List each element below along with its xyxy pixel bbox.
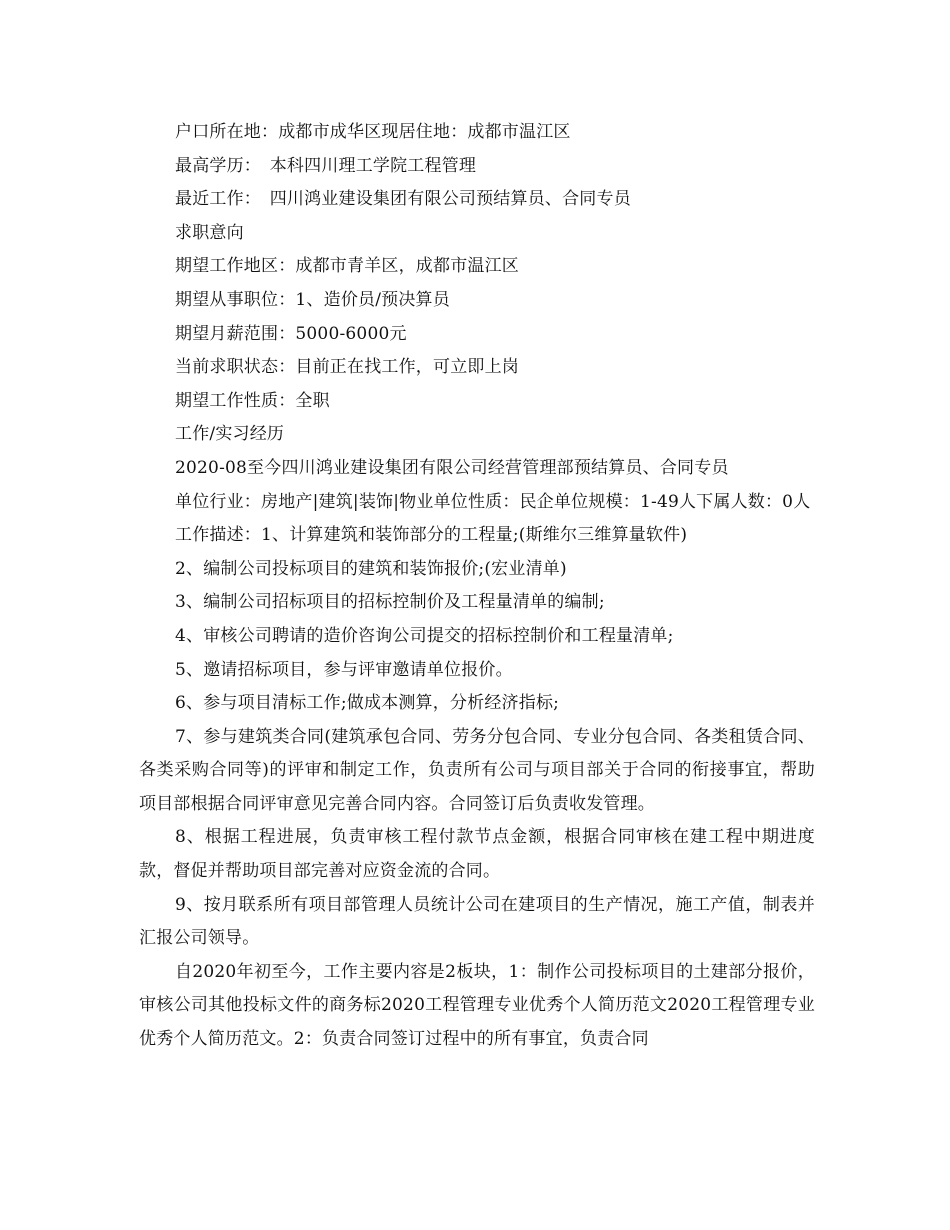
paragraph-job-type: 期望工作性质：全职 bbox=[175, 390, 330, 411]
paragraph-hukou: 户口所在地：成都市成华区现居住地：成都市温江区 bbox=[175, 122, 571, 142]
paragraph-employment-entry: 2020-08至今四川鸿业建设集团有限公司经营管理部预结算员、合同专员 bbox=[175, 457, 729, 478]
paragraph-recent-job: 最近工作： 四川鸿业建设集团有限公司预结算员、合同专员 bbox=[175, 189, 631, 210]
section-heading-work-experience: 工作/实习经历 bbox=[175, 424, 285, 445]
paragraph-duty-9: 9、按月联系所有项目部管理人员统计公司在建项目的生产情况，施工产值，制表并汇报公司领导。 bbox=[139, 894, 815, 949]
paragraph-expected-salary: 期望月薪范围：5000-6000元 bbox=[175, 323, 407, 344]
paragraph-duty-8: 8、根据工程进展，负责审核工程付款节点金额，根据合同审核在建工程中期进度款，督促并帮助项目部完善对应资金流的合同。 bbox=[139, 827, 815, 882]
paragraph-job-status: 当前求职状态：目前正在找工作，可立即上岗 bbox=[175, 357, 519, 378]
paragraph-summary: 自2020年初至今，工作主要内容是2板块，1：制作公司投标项目的土建部分报价，审核公司其他投标文件的商务标2020工程管理专业优秀个人简历范文2020工程管理专业优秀个人简历范文。2：负责合同签订过程中的所有事宜，负责合同 bbox=[139, 961, 815, 1050]
paragraph-duty-4: 4、审核公司聘请的造价咨询公司提交的招标控制价和工程量清单; bbox=[175, 625, 674, 646]
document-body bbox=[139, 116, 815, 1057]
paragraph-duty-2: 2、编制公司投标项目的建筑和装饰报价;(宏业清单) bbox=[175, 558, 567, 579]
paragraph-duty-5: 5、邀请招标项目，参与评审邀请单位报价。 bbox=[175, 659, 513, 680]
paragraph-education: 最高学历： 本科四川理工学院工程管理 bbox=[175, 155, 477, 176]
paragraph-expected-area: 期望工作地区：成都市青羊区，成都市温江区 bbox=[175, 256, 519, 277]
paragraph-expected-position: 期望从事职位：1、造价员/预决算员 bbox=[175, 289, 450, 310]
paragraph-duty-7: 7、参与建筑类合同(建筑承包合同、劳务分包合同、专业分包合同、各类租赁合同、各类采购合同等)的评审和制定工作，负责所有公司与项目部关于合同的衔接事宜，帮助项目部根据合同评审意见完善合同内容。合同签订后负责收发管理。 bbox=[139, 726, 815, 814]
paragraph-company-info: 单位行业：房地产|建筑|装饰|物业单位性质：民企单位规模：1-49人下属人数：0人 bbox=[175, 491, 811, 512]
paragraph-duty-3: 3、编制公司招标项目的招标控制价及工程量清单的编制; bbox=[175, 592, 605, 613]
section-heading-job-intention: 求职意向 bbox=[175, 222, 244, 243]
paragraph-duty-1: 工作描述：1、计算建筑和装饰部分的工程量;(斯维尔三维算量软件) bbox=[175, 525, 688, 546]
paragraph-duty-6: 6、参与项目清标工作;做成本测算，分析经济指标; bbox=[175, 693, 560, 714]
